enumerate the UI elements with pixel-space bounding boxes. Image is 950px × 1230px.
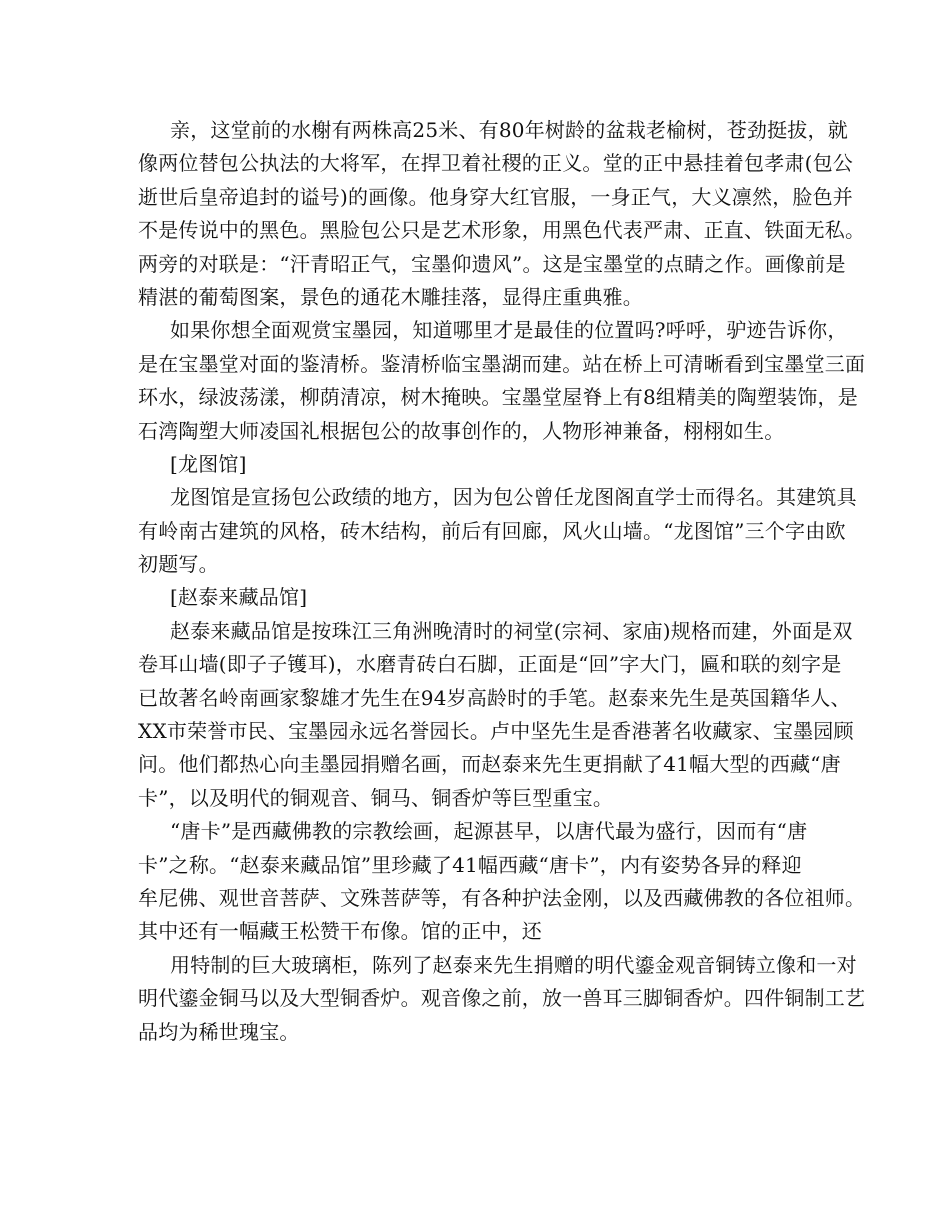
- text-line: “唐卡”是西藏佛教的宗教绘画，起源甚早，以唐代最为盛行，因而有“唐: [170, 819, 808, 844]
- text-line: 卡”，以及明代的铜观音、铜马、铜香炉等巨型重宝。: [138, 785, 614, 810]
- text-line: 逝世后皇帝追封的谥号)的画像。他身穿大红官服，一身正气，大义凛然，脸色并: [138, 184, 854, 209]
- text-line: 不是传说中的黑色。黑脸包公只是艺术形象，用黑色代表严肃、正直、铁面无私。: [138, 218, 866, 243]
- text-line: 品均为稀世瑰宝。: [138, 1019, 300, 1044]
- text-line: 用特制的巨大玻璃柜，陈列了赵泰来先生捐赠的明代鎏金观音铜铸立像和一对: [170, 952, 857, 977]
- text-line: 赵泰来藏品馆是按珠江三角洲晚清时的祠堂(宗祠、家庙)规格而建，外面是双: [170, 618, 853, 643]
- text-line: 牟尼佛、观世音菩萨、文殊菩萨等，有各种护法金刚，以及西藏佛教的各位祖师。: [138, 885, 866, 910]
- text-line: 亲，这堂前的水榭有两株高25米、有80年树龄的盆栽老榆树，苍劲挺拔，就: [170, 118, 848, 142]
- text-line: 问。他们都热心向圭墨园捐赠名画，而赵泰来先生更捐献了41幅大型的西藏“唐: [138, 752, 841, 777]
- text-line: 环水，绿波荡漾，柳荫清凉，树木掩映。宝墨堂屋脊上有8组精美的陶塑装饰，是: [138, 385, 858, 410]
- text-line: 两旁的对联是：“汗青昭正气，宝墨仰遗风”。这是宝墨堂的点睛之作。画像前是: [138, 251, 846, 276]
- text-line: 石湾陶塑大师凌国礼根据包公的故事创作的，人物形神兼备，栩栩如生。: [138, 418, 785, 443]
- text-line: 龙图馆是宣扬包公政绩的地方，因为包公曾任龙图阁直学士而得名。其建筑具: [170, 485, 857, 510]
- text-line: 卡”之称。“赵泰来藏品馆”里珍藏了41幅西藏“唐卡”，内有姿势各异的释迎: [138, 852, 802, 877]
- text-line: 精湛的葡萄图案，景色的通花木雕挂落，显得庄重典雅。: [138, 284, 643, 309]
- text-line: 如果你想全面观赏宝墨园，知道哪里才是最佳的位置吗?呼呼，驴迹告诉你，: [170, 318, 848, 343]
- text-line: 其中还有一幅藏王松赞干布像。馆的正中，还: [138, 919, 542, 944]
- text-line: XX市荣誉市民、宝墨园永远名誉园长。卢中坚先生是香港著名收藏家、宝墨园顾: [138, 719, 854, 744]
- text-line: 明代鎏金铜马以及大型铜香炉。观音像之前，放一兽耳三脚铜香炉。四件铜制工艺: [138, 986, 866, 1011]
- text-line: 初题写。: [138, 552, 219, 577]
- text-line: 卷耳山墙(即子子镬耳)，水磨青砖白石脚，正面是“回”字大门，匾和联的刻字是: [138, 652, 842, 677]
- section-heading: [龙图馆]: [170, 451, 247, 476]
- text-line: 有岭南古建筑的风格，砖木结构，前后有回廊，风火山墙。“龙图馆”三个字由欧: [138, 518, 846, 543]
- document-body: [138, 114, 866, 1049]
- section-heading: [赵泰来藏品馆]: [170, 585, 308, 610]
- text-line: 是在宝墨堂对面的鉴清桥。鉴清桥临宝墨湖而建。站在桥上可清晰看到宝墨堂三面: [138, 351, 866, 376]
- text-line: 已故著名岭南画家黎雄才先生在94岁高龄时的手笔。赵泰来先生是英国籍华人、: [138, 685, 851, 710]
- text-line: 像两位替包公执法的大将军，在捍卫着社稷的正义。堂的正中悬挂着包孝肃(包公: [138, 151, 854, 176]
